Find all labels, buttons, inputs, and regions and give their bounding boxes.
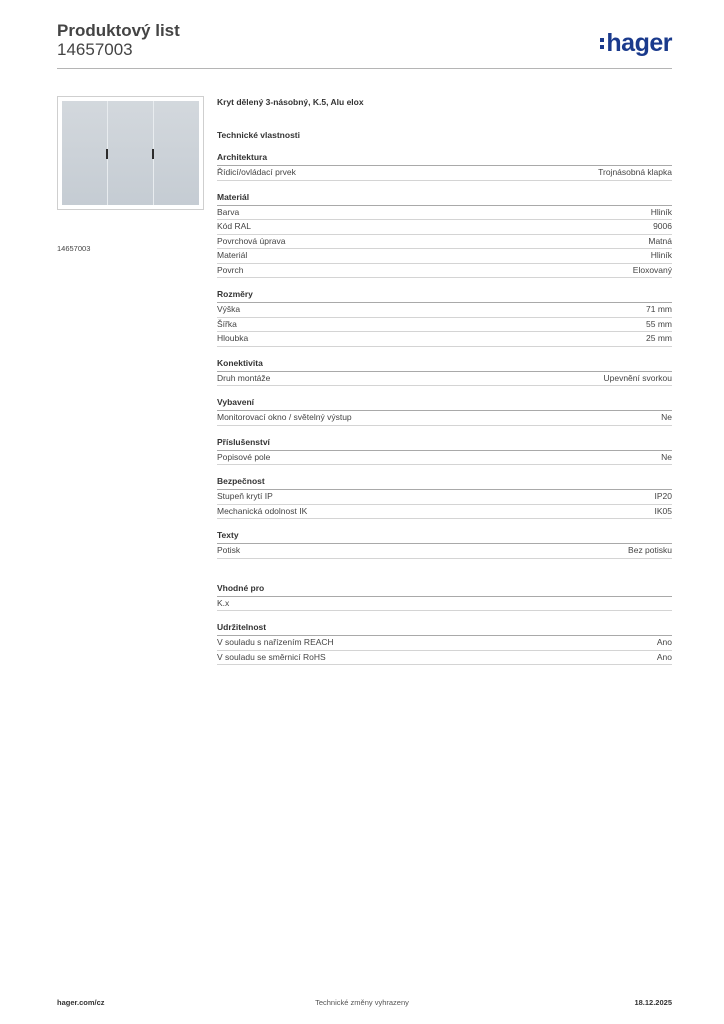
spec-label: Druh montáže bbox=[217, 372, 271, 383]
spec-value: Hliník bbox=[650, 206, 672, 217]
section-konektivita bbox=[217, 358, 672, 387]
spec-value: Ano bbox=[656, 637, 672, 647]
spec-row bbox=[217, 220, 672, 235]
product-name: Kryt dělený 3-násobný, K.5, Alu elox bbox=[217, 97, 364, 107]
spec-value: Ne bbox=[661, 412, 672, 422]
logo-dots-icon bbox=[600, 38, 604, 49]
spec-value: 9006 bbox=[653, 221, 672, 231]
spec-row bbox=[217, 318, 672, 333]
section-udrzitelnost bbox=[217, 622, 672, 665]
spec-row bbox=[217, 303, 672, 318]
spec-value: Bez potisku bbox=[628, 545, 672, 555]
spacer bbox=[217, 559, 672, 572]
product-image bbox=[57, 96, 204, 210]
spec-value: Hliník bbox=[650, 250, 672, 260]
section-title: Udržitelnost bbox=[217, 622, 672, 636]
spec-value: Matná bbox=[648, 235, 672, 246]
spec-row bbox=[217, 505, 672, 520]
spec-label: Mechanická odolnost IK bbox=[217, 505, 308, 516]
image-caption: 14657003 bbox=[57, 244, 91, 253]
technical-properties-title: Technické vlastnosti bbox=[217, 130, 300, 140]
footer-date: 18.12.2025 bbox=[634, 998, 672, 1007]
spec-label: Potisk bbox=[217, 545, 241, 555]
footer-website-link[interactable]: hager.com/cz bbox=[57, 998, 105, 1007]
section-prislusenstvi bbox=[217, 437, 672, 466]
spec-row bbox=[217, 249, 672, 264]
spec-row bbox=[217, 166, 672, 181]
section-rozmery bbox=[217, 289, 672, 347]
spec-label: Popisové pole bbox=[217, 451, 271, 462]
section-title: Konektivita bbox=[217, 358, 672, 372]
spec-label: Monitorovací okno / světelný výstup bbox=[217, 412, 352, 422]
spec-label: V souladu s nařízením REACH bbox=[217, 637, 334, 647]
spec-label: Materiál bbox=[217, 250, 248, 260]
spec-label: Barva bbox=[217, 206, 240, 217]
header-divider bbox=[57, 68, 672, 69]
spec-value: 55 mm bbox=[646, 318, 672, 329]
spec-row bbox=[217, 490, 672, 505]
spec-row bbox=[217, 451, 672, 466]
section-title: Bezpečnost bbox=[217, 476, 672, 490]
section-material bbox=[217, 192, 672, 279]
section-title: Rozměry bbox=[217, 289, 672, 303]
spec-value: Upevnění svorkou bbox=[603, 372, 672, 383]
section-vhodne-pro bbox=[217, 583, 672, 612]
spec-row bbox=[217, 332, 672, 347]
spec-value: 71 mm bbox=[646, 304, 672, 314]
footer-disclaimer: Technické změny vyhrazeny bbox=[315, 998, 409, 1007]
rocker-left bbox=[62, 101, 108, 205]
spec-label: Kód RAL bbox=[217, 221, 252, 231]
spec-label: V souladu se směrnicí RoHS bbox=[217, 651, 326, 662]
spec-label: Povrch bbox=[217, 264, 244, 275]
switch-cover-image bbox=[62, 101, 199, 205]
spec-row bbox=[217, 651, 672, 666]
spec-value: Trojnásobná klapka bbox=[598, 167, 672, 177]
spec-row bbox=[217, 597, 672, 612]
spec-row bbox=[217, 411, 672, 426]
spec-row bbox=[217, 235, 672, 250]
rocker-right bbox=[154, 101, 199, 205]
page-title: Produktový list bbox=[57, 21, 180, 40]
spec-label: Řídicí/ovládací prvek bbox=[217, 167, 296, 177]
spec-label: Hloubka bbox=[217, 333, 249, 343]
spec-value: Eloxovaný bbox=[632, 264, 672, 275]
section-vybaveni bbox=[217, 397, 672, 426]
section-architektura bbox=[217, 152, 672, 181]
spec-value: Ne bbox=[661, 451, 672, 462]
spec-value: Ano bbox=[656, 651, 672, 662]
section-title: Vhodné pro bbox=[217, 583, 672, 597]
spec-row bbox=[217, 372, 672, 387]
section-title: Příslušenství bbox=[217, 437, 672, 451]
section-title: Materiál bbox=[217, 192, 672, 206]
spec-row bbox=[217, 636, 672, 651]
rocker-middle bbox=[108, 101, 154, 205]
spec-value: 25 mm bbox=[646, 333, 672, 343]
spec-label: K.x bbox=[217, 597, 230, 608]
spec-value: IK05 bbox=[654, 505, 672, 516]
spec-value: IP20 bbox=[654, 491, 672, 501]
logo-text: hager bbox=[606, 29, 672, 57]
section-bezpecnost bbox=[217, 476, 672, 519]
section-texty bbox=[217, 530, 672, 559]
product-code: 14657003 bbox=[57, 40, 133, 59]
section-title: Architektura bbox=[217, 152, 672, 166]
spec-label: Šířka bbox=[217, 318, 237, 329]
main-content bbox=[217, 96, 672, 665]
spec-row bbox=[217, 544, 672, 559]
spec-label: Stupeň krytí IP bbox=[217, 491, 273, 501]
spec-row bbox=[217, 264, 672, 279]
spec-row bbox=[217, 206, 672, 221]
hager-logo[interactable] bbox=[600, 29, 672, 58]
spec-label: Povrchová úprava bbox=[217, 235, 286, 246]
section-title: Texty bbox=[217, 530, 672, 544]
spec-label: Výška bbox=[217, 304, 241, 314]
section-title: Vybavení bbox=[217, 397, 672, 411]
